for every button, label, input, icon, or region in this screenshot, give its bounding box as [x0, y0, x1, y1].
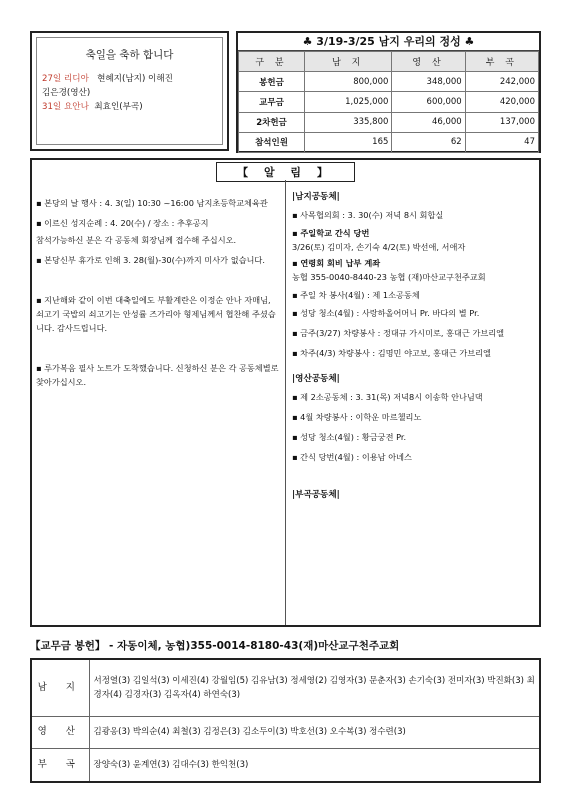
cell-value: 46,000 [392, 112, 465, 132]
feast-day-line [42, 86, 217, 100]
cell-value: 165 [305, 132, 392, 152]
notice-item: ▪ 차주(4/3) 차량봉사 : 김명민 야고보, 홍대근 가브리엘 [292, 348, 491, 358]
notice-item: ▪ 이르신 성지순례 : 4. 20(수) / 장소 : 추후공지 [36, 218, 209, 228]
row-label: 2차헌금 [239, 112, 305, 132]
donor-names: 서정열(3) 김일석(3) 이세진(4) 강월임(5) 김유남(3) 정세영(2) 김영자(3) 문춘자(3) 손기숙(3) 전미자(3) 박진화(3) 최경자(4) 김경자(3) 김옥자(4) 하연숙(3) [89, 659, 540, 716]
notice-item: 농협 355-0040-8440-23 농협 (재)마산교구천주교회 [292, 272, 486, 282]
notice-right-column [292, 188, 537, 506]
feast-day-names: 김은경(영산) [42, 88, 91, 98]
cell-value: 1,025,000 [305, 92, 392, 112]
notice-item: ▪ 루가복음 필사 노트가 도착했습니다. 신청하신 분은 각 공동체별로 찾아가십시오. [36, 363, 279, 387]
cell-value: 137,000 [465, 112, 538, 132]
offering-box [236, 31, 541, 153]
donors-table [30, 658, 541, 783]
donor-row [31, 659, 540, 716]
offering-table [238, 51, 539, 153]
notice-item: ▪ 주일학교 간식 당번 [292, 228, 370, 238]
notice-item: ▪ 성당 청소(4월) : 황금궁전 Pr. [292, 432, 407, 442]
notice-title: 【 알 림 】 [216, 162, 355, 182]
donor-community: 영 산 [31, 716, 89, 748]
feast-day-date: 31일 요안나 [42, 102, 89, 112]
cell-value: 242,000 [465, 72, 538, 92]
donor-names: 장양숙(3) 윤계연(3) 김대수(3) 한익천(3) [89, 749, 540, 782]
notice-item: 참석가능하신 분은 각 공동체 회장님께 접수해 주십시오. [36, 235, 237, 245]
section-heading-bugok: |부곡공동체| [292, 490, 340, 500]
row-label: 교무금 [239, 92, 305, 112]
section-heading-namji: |남지공동체| [292, 192, 340, 202]
offering-row [239, 112, 539, 132]
header-cell: 영 산 [392, 52, 465, 72]
notice-item: ▪ 연령회 회비 납부 계좌 [292, 258, 381, 268]
header-cell: 구 분 [239, 52, 305, 72]
header-cell: 남 지 [305, 52, 392, 72]
cell-value: 800,000 [305, 72, 392, 92]
feast-day-line [42, 72, 217, 86]
notice-item: ▪ 본당의 날 행사 : 4. 3(일) 10:30 ~16:00 남지초등학교체육관 [36, 198, 268, 208]
donor-row [31, 716, 540, 748]
offering-row [239, 92, 539, 112]
notice-item: ▪ 제 2소공동체 : 3. 31(목) 저녁8시 이송학 안나님댁 [292, 392, 483, 402]
offering-header-row [239, 52, 539, 72]
notice-title-wrap [32, 160, 539, 180]
row-label: 참석인원 [239, 132, 305, 152]
header-cell: 부 곡 [465, 52, 538, 72]
notice-item: ▪ 지난해와 같이 이번 대축일에도 부활계란은 이정순 안나 자매님, 쇠고기 국밥의 쇠고기는 안성률 즈가리아 형제님께서 협찬해 주셨습니다. 감사드립니다. [36, 295, 276, 333]
section-heading-yeongsan: |영산공동체| [292, 374, 340, 384]
notice-item: ▪ 본당신부 휴가로 인해 3. 28(월)-30(수)까지 미사가 없습니다. [36, 255, 265, 265]
feast-day-names: 현혜지(남지) 이해진 [97, 74, 173, 84]
feast-day-box [30, 31, 229, 151]
notice-item: 3/26(토) 김미자, 손기숙 4/2(토) 박선애, 서애자 [292, 242, 466, 252]
notice-left-column [36, 188, 280, 389]
cell-value: 420,000 [465, 92, 538, 112]
feast-day-line [42, 100, 217, 114]
feast-day-inner [36, 37, 223, 145]
notice-item: ▪ 성당 청소(4월) : 사랑하올어머니 Pr. 바다의 별 Pr. [292, 308, 480, 318]
offering-title: ♣ 3/19-3/25 남지 우리의 정성 ♣ [238, 33, 539, 51]
notice-item: ▪ 간식 당번(4월) : 이용남 아녜스 [292, 452, 412, 462]
cell-value: 348,000 [392, 72, 465, 92]
cell-value: 62 [392, 132, 465, 152]
cell-value: 335,800 [305, 112, 392, 132]
cell-value: 47 [465, 132, 538, 152]
notice-item: ▪ 사목협의회 : 3. 30(수) 저녁 8시 회합실 [292, 210, 444, 220]
cell-value: 600,000 [392, 92, 465, 112]
row-label: 봉헌금 [239, 72, 305, 92]
bank-account-line: 【교무금 봉헌】 - 자동이체, 농협)355-0014-8180-43(재)마산교구천주교회 [30, 640, 400, 652]
feast-day-date: 27일 리디아 [42, 74, 89, 84]
column-divider [285, 180, 286, 625]
feast-day-title: 축일을 축하 합니다 [85, 49, 174, 61]
notice-item: ▪ 4월 차량봉사 : 이학운 마르첼리노 [292, 412, 422, 422]
notice-item: ▪ 금주(3/27) 차량봉사 : 정대규 가시미로, 홍대근 가브리엘 [292, 328, 505, 338]
donor-names: 김광옹(3) 박의순(4) 최철(3) 김정은(3) 김소두이(3) 박호선(3) 오수복(3) 정수련(3) [89, 716, 540, 748]
donor-community: 부 곡 [31, 749, 89, 782]
notice-box [30, 158, 541, 627]
offering-row [239, 72, 539, 92]
donor-community: 남 지 [31, 659, 89, 716]
offering-row [239, 132, 539, 152]
notice-item: ▪ 주일 차 봉사(4월) : 제 1소공동체 [292, 290, 420, 300]
donor-row [31, 749, 540, 782]
feast-day-names: 최효인(부곡) [94, 102, 143, 112]
